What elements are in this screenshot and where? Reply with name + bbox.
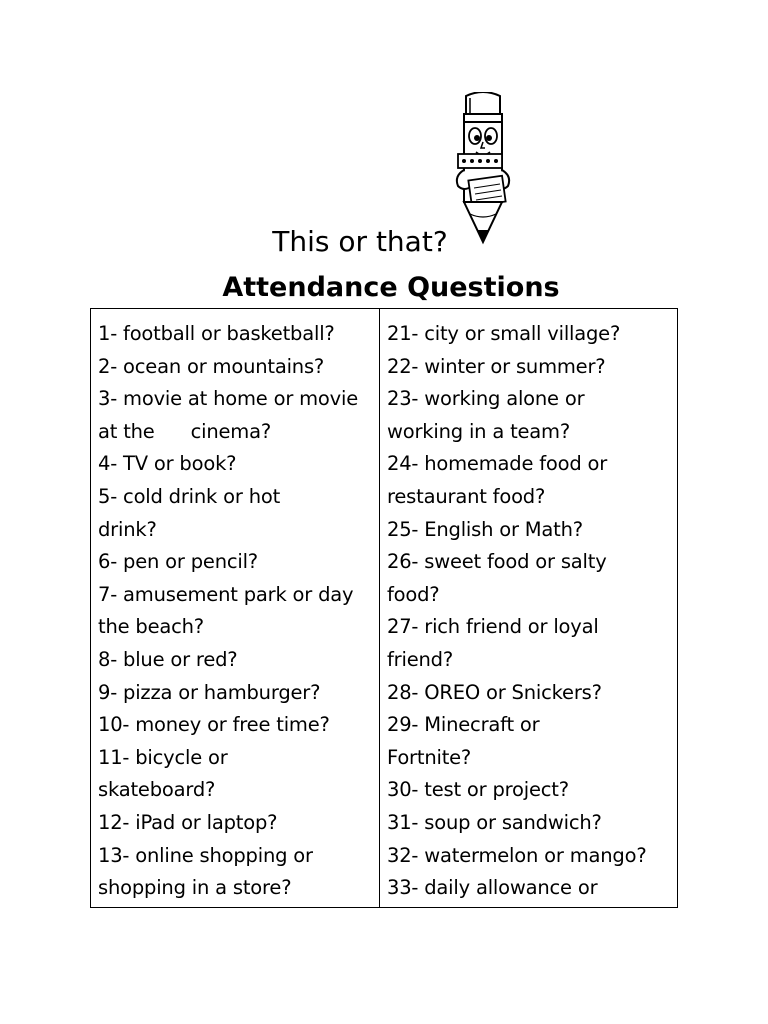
question-line: at the cinema? (98, 419, 271, 443)
question-line: drink? (98, 517, 157, 541)
question-line: 7- amusement park or day (98, 582, 354, 606)
subtitle (0, 224, 768, 260)
question-line: 4- TV or book? (98, 452, 237, 476)
question-line: 1- football or basketball? (98, 322, 335, 345)
question-line: 3- movie at home or movie (98, 387, 359, 411)
question-line: working in a team? (387, 419, 571, 443)
question-line: 5- cold drink or hot (98, 484, 281, 508)
question-line: 27- rich friend or loyal (387, 615, 599, 639)
question-line: 9- pizza or hamburger? (98, 680, 321, 704)
question-line: Fortnite? (387, 745, 472, 769)
question-line: 32- watermelon or mango? (387, 843, 647, 867)
question-line: 10- money or free time? (98, 713, 330, 737)
question-line: 6- pen or pencil? (98, 550, 258, 574)
questions-table (90, 308, 678, 908)
question-line: 13- online shopping or (98, 843, 313, 867)
question-line: the beach? (98, 615, 204, 639)
question-line: restaurant food? (387, 484, 546, 508)
question-line: shopping in a store? (98, 876, 292, 900)
question-line: 28- OREO or Snickers? (387, 680, 602, 704)
question-line: 12- iPad or laptop? (98, 810, 278, 834)
question-line: 2- ocean or mountains? (98, 354, 325, 378)
question-line: food? (387, 582, 440, 606)
question-line: 33- daily allowance or (387, 876, 598, 900)
question-line: 11- bicycle or (98, 745, 228, 769)
question-line: 8- blue or red? (98, 647, 238, 671)
question-line: 24- homemade food or (387, 452, 608, 476)
questions-left-column (91, 309, 380, 907)
question-line: 26- sweet food or salty (387, 550, 607, 574)
question-line: 29- Minecraft or (387, 713, 540, 737)
subtitle-text: This or that? (272, 225, 448, 258)
question-line: 22- winter or summer? (387, 354, 606, 378)
page-title: Attendance Questions (222, 272, 560, 303)
question-line: skateboard? (98, 778, 216, 802)
questions-right-column (380, 309, 677, 907)
question-line: 21- city or small village? (387, 322, 621, 345)
question-line: 25- English or Math? (387, 517, 583, 541)
question-line: 23- working alone or (387, 387, 585, 411)
question-line: 30- test or project? (387, 778, 569, 802)
question-line: 31- soup or sandwich? (387, 810, 602, 834)
question-line: friend? (387, 647, 453, 671)
